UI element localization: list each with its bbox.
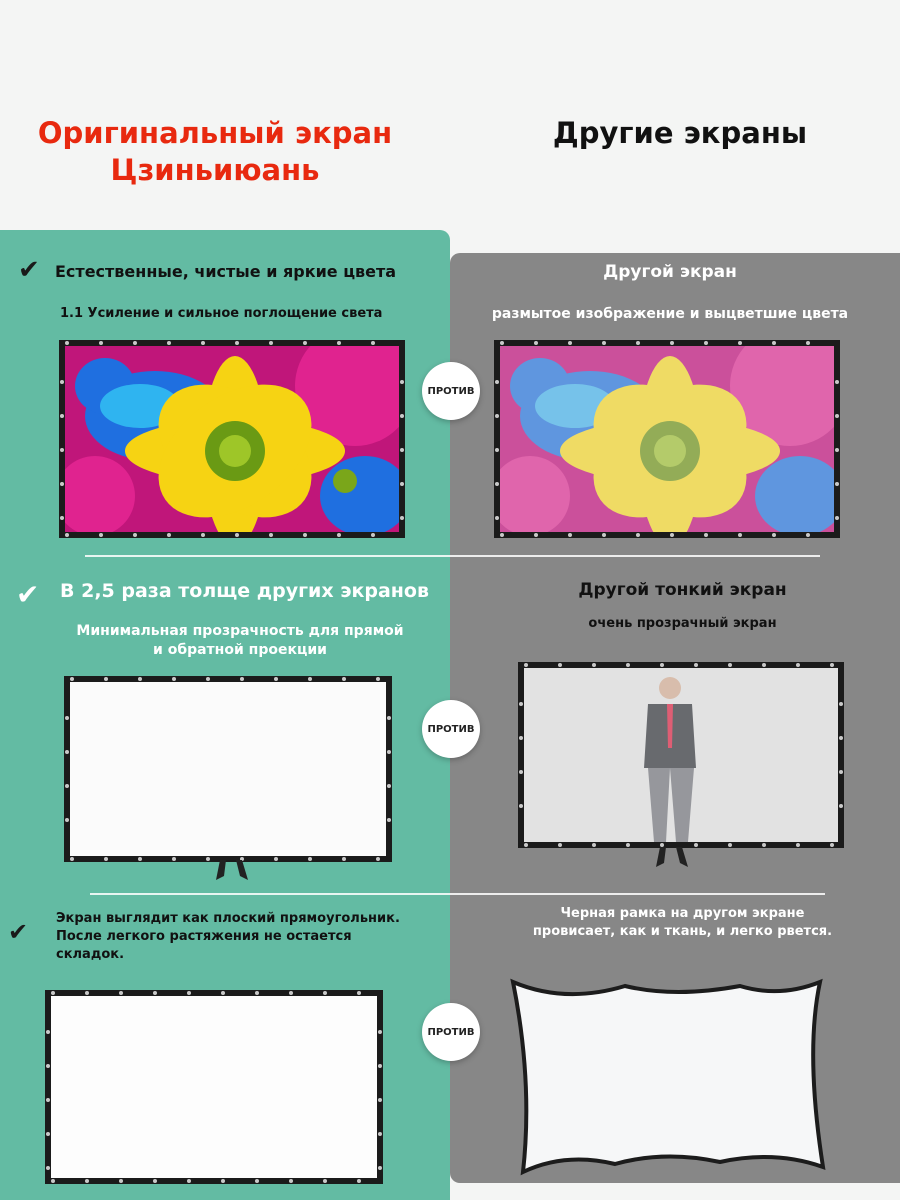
transparent-screen	[518, 662, 844, 848]
grommet	[269, 533, 273, 537]
grommet	[65, 784, 69, 788]
grommet	[376, 857, 380, 861]
grommet	[337, 533, 341, 537]
section1-left-heading: Естественные, чистые и яркие цвета	[55, 262, 397, 281]
grommet	[694, 663, 698, 667]
grommet	[206, 677, 210, 681]
faded-flower-screen	[494, 340, 840, 538]
grommet	[830, 663, 834, 667]
grommet	[806, 341, 810, 345]
grommet	[839, 770, 843, 774]
sagging-screen	[505, 972, 830, 1177]
grommet	[839, 702, 843, 706]
title-line-1: Оригинальный экран	[37, 116, 393, 150]
grommet	[60, 516, 64, 520]
grommet	[235, 341, 239, 345]
section1-right-heading: Другой экран	[603, 262, 737, 282]
grommet	[201, 341, 205, 345]
grommet	[303, 533, 307, 537]
section2-right-subheading: очень прозрачный экран	[588, 616, 777, 631]
grommet	[602, 341, 606, 345]
other-screens-title: Другие экраны	[552, 116, 808, 150]
grommet	[371, 341, 375, 345]
grommet	[357, 1179, 361, 1183]
grommet	[308, 677, 312, 681]
grommet	[495, 482, 499, 486]
grommet	[99, 341, 103, 345]
grommet	[568, 533, 572, 537]
grommet	[835, 482, 839, 486]
grommet	[660, 663, 664, 667]
grommet	[308, 857, 312, 861]
grommet	[534, 533, 538, 537]
grommet	[235, 533, 239, 537]
grommet	[342, 857, 346, 861]
grommet	[119, 991, 123, 995]
grommet	[172, 857, 176, 861]
grommet	[371, 533, 375, 537]
grommet	[323, 1179, 327, 1183]
grommet	[138, 857, 142, 861]
flower-image	[65, 346, 399, 532]
grommet	[60, 482, 64, 486]
grommet	[387, 716, 391, 720]
grommet	[378, 1166, 382, 1170]
person-behind-screen	[524, 668, 838, 842]
grommet	[519, 770, 523, 774]
grommet	[762, 663, 766, 667]
faded-flower-image	[500, 346, 834, 532]
grommet	[694, 843, 698, 847]
grommet	[46, 1098, 50, 1102]
flat-screen	[45, 990, 383, 1184]
grommet	[738, 533, 742, 537]
text-line-1: Экран выглядит как плоский прямоугольник.	[56, 911, 400, 926]
grommet	[153, 991, 157, 995]
grommet	[206, 857, 210, 861]
grommet	[636, 533, 640, 537]
grommet	[133, 341, 137, 345]
grommet	[337, 341, 341, 345]
grommet	[240, 677, 244, 681]
grommet	[70, 677, 74, 681]
grommet	[357, 991, 361, 995]
text-line-1: Черная рамка на другом экране	[560, 906, 805, 921]
grommet	[269, 341, 273, 345]
grommet	[167, 341, 171, 345]
grommet	[704, 533, 708, 537]
grommet	[500, 533, 504, 537]
grommet	[839, 736, 843, 740]
grommet	[60, 448, 64, 452]
grommet	[495, 516, 499, 520]
grommet	[558, 663, 562, 667]
section-divider	[90, 893, 825, 895]
grommet	[378, 1030, 382, 1034]
grommet	[46, 1064, 50, 1068]
grommet	[602, 533, 606, 537]
grommet	[378, 1064, 382, 1068]
grommet	[289, 991, 293, 995]
grommet	[65, 533, 69, 537]
grommet	[65, 818, 69, 822]
grommet	[303, 341, 307, 345]
grommet	[524, 843, 528, 847]
section1-left-subheading: 1.1 Усиление и сильное поглощение света	[60, 306, 383, 321]
grommet	[133, 533, 137, 537]
grommet	[255, 991, 259, 995]
grommet	[323, 991, 327, 995]
grommet	[400, 414, 404, 418]
checkmark-icon: ✔	[18, 255, 40, 285]
grommet	[46, 1166, 50, 1170]
grommet	[187, 991, 191, 995]
grommet	[670, 341, 674, 345]
section3-right-text	[470, 905, 895, 941]
grommet	[51, 991, 55, 995]
grommet	[704, 341, 708, 345]
grommet	[626, 843, 630, 847]
grommet	[670, 533, 674, 537]
grommet	[70, 857, 74, 861]
section2-right-heading: Другой тонкий экран	[578, 580, 787, 600]
grommet	[558, 843, 562, 847]
grommet	[51, 1179, 55, 1183]
grommet	[60, 380, 64, 384]
grommet	[519, 702, 523, 706]
grommet	[728, 663, 732, 667]
grommet	[221, 991, 225, 995]
grommet	[342, 677, 346, 681]
original-screen-title	[0, 115, 430, 189]
grommet	[400, 516, 404, 520]
grommet	[119, 1179, 123, 1183]
grommet	[400, 482, 404, 486]
grommet	[65, 341, 69, 345]
vs-badge: ПРОТИВ	[422, 700, 480, 758]
grommet	[153, 1179, 157, 1183]
text-line-2: После легкого растяжения не остается	[56, 929, 352, 944]
title-line-2: Цзиньиюань	[110, 153, 320, 187]
section1-right-subheading: размытое изображение и выцветшие цвета	[491, 306, 849, 322]
grommet	[519, 736, 523, 740]
grommet	[60, 414, 64, 418]
grommet	[500, 341, 504, 345]
grommet	[387, 784, 391, 788]
grommet	[138, 677, 142, 681]
grommet	[274, 857, 278, 861]
section3-left-text	[56, 910, 400, 964]
grommet	[289, 1179, 293, 1183]
grommet	[762, 843, 766, 847]
vs-badge: ПРОТИВ	[422, 362, 480, 420]
grommet	[387, 818, 391, 822]
checkmark-icon: ✔	[8, 918, 29, 946]
text-line-3: складок.	[56, 947, 125, 962]
grommet	[592, 663, 596, 667]
grommet	[728, 843, 732, 847]
grommet	[85, 1179, 89, 1183]
grommet	[46, 1030, 50, 1034]
grommet	[495, 380, 499, 384]
grommet	[201, 533, 205, 537]
grommet	[519, 804, 523, 808]
grommet	[796, 843, 800, 847]
grommet	[568, 341, 572, 345]
subheading-line-2: и обратной проекции	[153, 642, 327, 658]
grommet	[524, 663, 528, 667]
grommet	[772, 341, 776, 345]
grommet	[835, 448, 839, 452]
vs-badge: ПРОТИВ	[422, 1003, 480, 1061]
section2-left-heading: В 2,5 раза толще других экранов	[60, 580, 429, 602]
opaque-screen	[64, 676, 392, 862]
grommet	[400, 380, 404, 384]
grommet	[738, 341, 742, 345]
grommet	[104, 857, 108, 861]
grommet	[796, 663, 800, 667]
grommet	[387, 750, 391, 754]
grommet	[835, 414, 839, 418]
grommet	[99, 533, 103, 537]
section2-left-subheading	[40, 622, 440, 660]
grommet	[835, 380, 839, 384]
grommet	[167, 533, 171, 537]
grommet	[255, 1179, 259, 1183]
grommet	[626, 663, 630, 667]
grommet	[378, 1132, 382, 1136]
grommet	[830, 843, 834, 847]
grommet	[65, 716, 69, 720]
grommet	[592, 843, 596, 847]
grommet	[376, 677, 380, 681]
grommet	[495, 448, 499, 452]
grommet	[806, 533, 810, 537]
hidden-person-feet	[212, 858, 252, 884]
grommet	[172, 677, 176, 681]
grommet	[65, 750, 69, 754]
grommet	[839, 804, 843, 808]
grommet	[400, 448, 404, 452]
grommet	[835, 516, 839, 520]
grommet	[85, 991, 89, 995]
section-divider	[85, 555, 820, 557]
grommet	[187, 1179, 191, 1183]
grommet	[274, 677, 278, 681]
grommet	[378, 1098, 382, 1102]
grommet	[221, 1179, 225, 1183]
checkmark-icon: ✔	[16, 578, 40, 611]
subheading-line-1: Минимальная прозрачность для прямой	[76, 623, 404, 639]
vivid-flower-screen	[59, 340, 405, 538]
text-line-2: провисает, как и ткань, и легко рвется.	[532, 924, 833, 939]
grommet	[534, 341, 538, 345]
grommet	[495, 414, 499, 418]
person-feet	[652, 845, 692, 871]
grommet	[636, 341, 640, 345]
grommet	[46, 1132, 50, 1136]
grommet	[772, 533, 776, 537]
grommet	[104, 677, 108, 681]
